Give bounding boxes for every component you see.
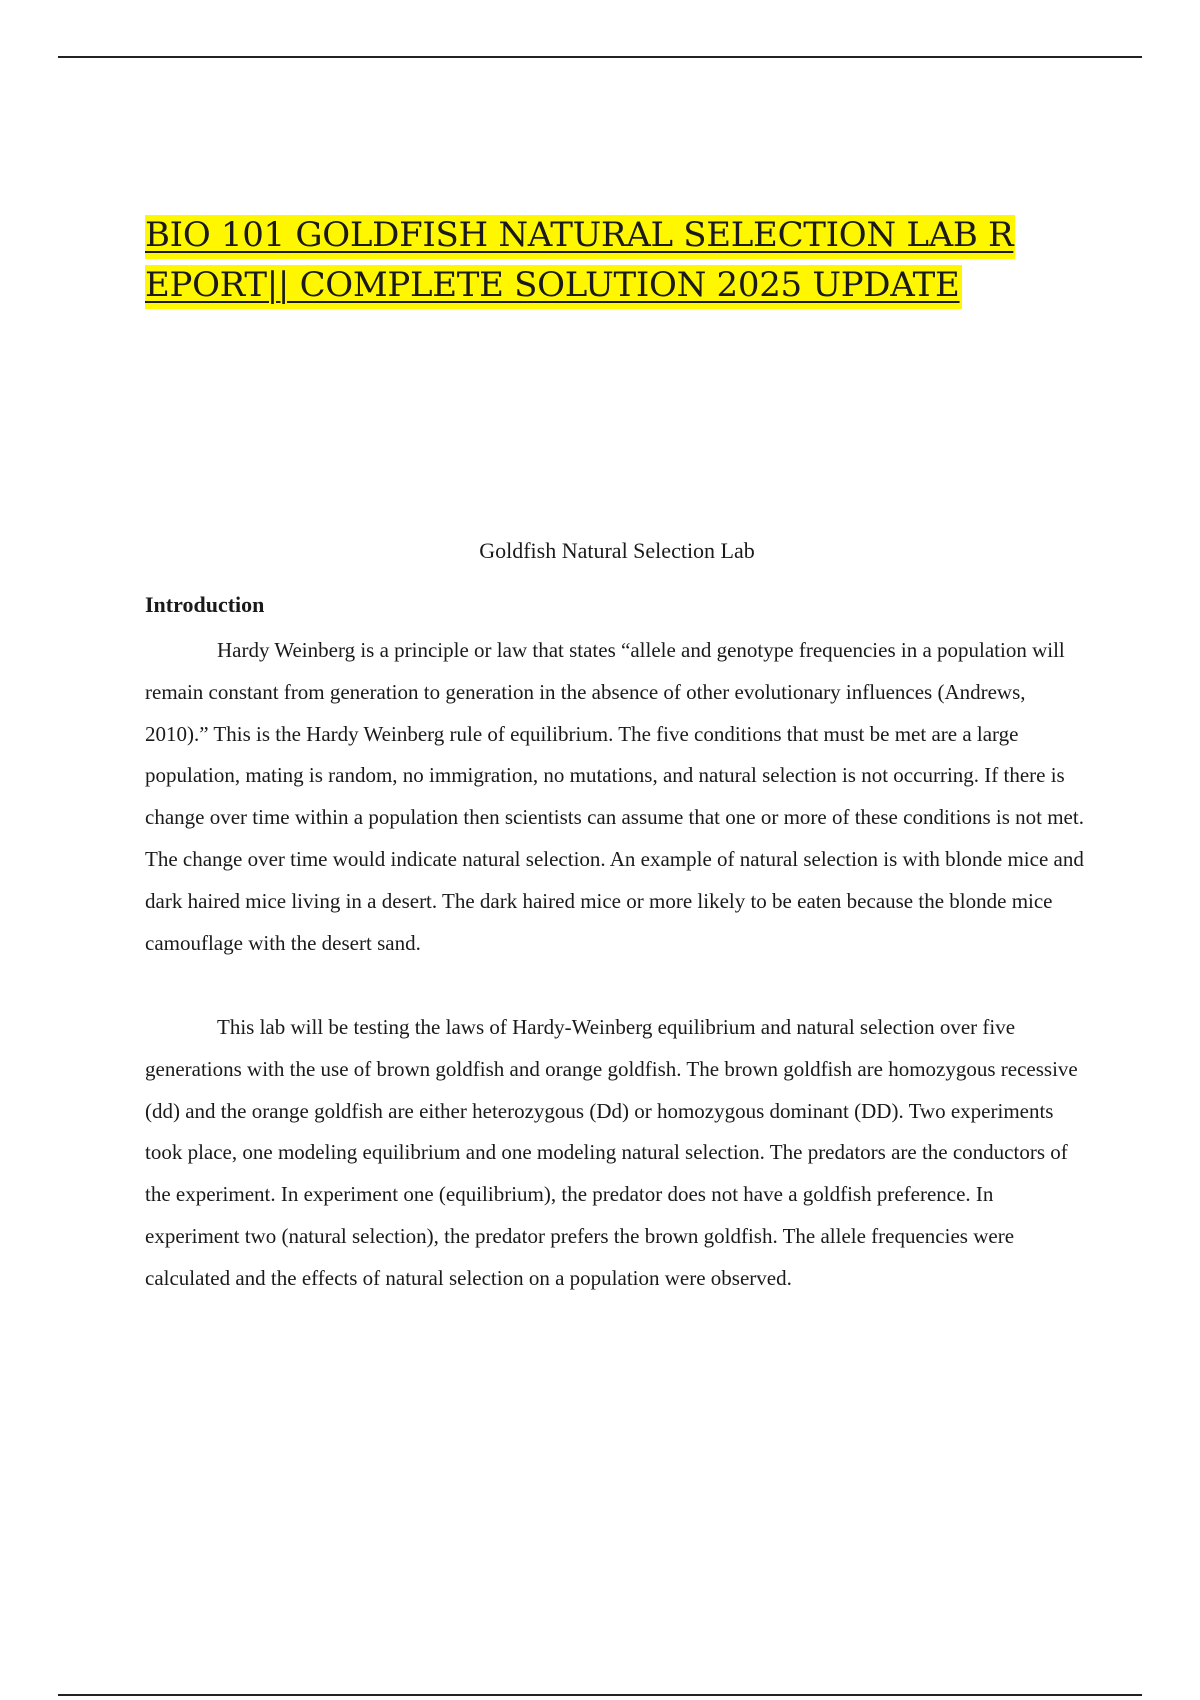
document-title[interactable] <box>145 210 1085 310</box>
bottom-rule <box>58 1694 1142 1696</box>
body-paragraph <box>145 630 1090 964</box>
section-heading-introduction: Introduction <box>145 592 265 617</box>
title-line-1: BIO 101 GOLDFISH NATURAL SELECTION LAB R <box>145 210 1085 260</box>
paragraph-text: This lab will be testing the laws of Hardy-Weinberg equilibrium and natural selection over five generations with the use of brown goldfish and orange goldfish. The brown goldfish are homozygous recessive (dd) and the orange goldfish are either heterozygous (Dd) or homozygous dominant (DD). Two experiments took place, one modeling equilibrium and one modeling natural selection. The predators are the conductors of the experiment. In experiment one (equilibrium), the predator does not have a goldfish preference. In experiment two (natural selection), the predator prefers the brown goldfish. The allele frequencies were calculated and the effects of natural selection on a population were observed. <box>145 1015 1078 1290</box>
title-line-2: EPORT|| COMPLETE SOLUTION 2025 UPDATE <box>145 260 1085 310</box>
paragraph-text: Hardy Weinberg is a principle or law that states “allele and genotype frequencies in a population will remain constant from generation to generation in the absence of other evolutionary influences (Andrews, 2010).” This is the Hardy Weinberg rule of equilibrium. The five conditions that must be met are a large population, mating is random, no immigration, no mutations, and natural selection is not occurring. If there is change over time within a population then scientists can assume that one or more of these conditions is not met. The change over time would indicate natural selection. An example of natural selection is with blonde mice and dark haired mice living in a desert. The dark haired mice or more likely to be eaten because the blonde mice camouflage with the desert sand. <box>145 638 1084 955</box>
top-rule <box>58 56 1142 58</box>
lab-subtitle: Goldfish Natural Selection Lab <box>479 538 755 563</box>
body-paragraph <box>145 1007 1090 1300</box>
